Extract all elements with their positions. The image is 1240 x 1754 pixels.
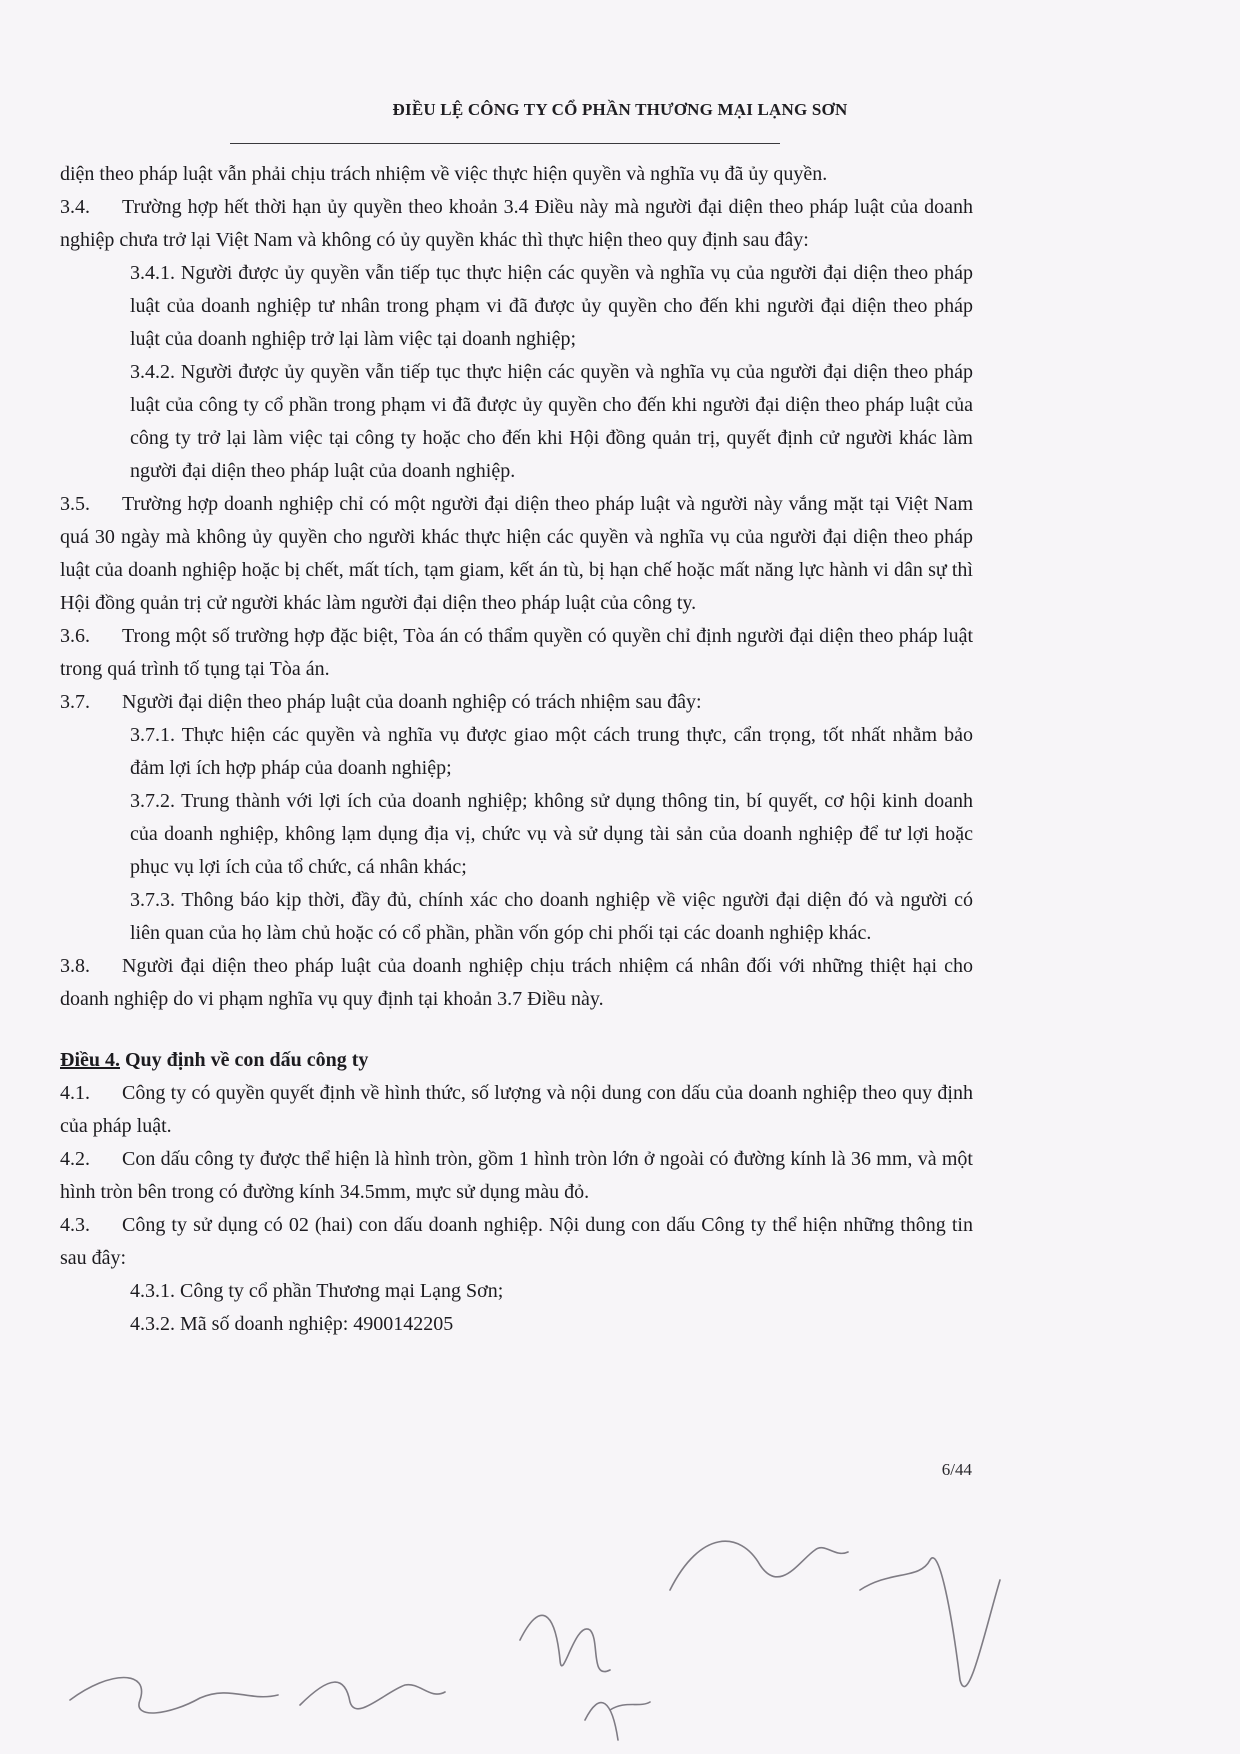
header-rule <box>230 143 780 144</box>
paragraph-3-8 <box>60 950 973 1016</box>
signatures-graphic <box>0 1470 1240 1754</box>
clause-number: 3.6. <box>60 625 90 647</box>
clause-text: Người đại diện theo pháp luật của doanh nghiệp chịu trách nhiệm cá nhân đối với những thiệt hại cho doanh nghiệp do vi phạm nghĩa vụ quy định tại khoản 3.7 Điều này. <box>60 955 973 1010</box>
paragraph-3-7-2: 3.7.2. Trung thành với lợi ích của doanh nghiệp; không sử dụng thông tin, bí quyết, cơ hội kinh doanh của doanh nghiệp, không lạm dụng địa vị, chức vụ và sử dụng tài sản của doanh nghiệp để tư lợi hoặc phục vụ lợi ích của tổ chức, cá nhân khác; <box>130 790 973 878</box>
paragraph-4-3 <box>60 1209 973 1275</box>
clause-number: 4.3. <box>60 1214 90 1236</box>
clause-text: Công ty có quyền quyết định về hình thức, số lượng và nội dung con dấu của doanh nghiệp theo quy định của pháp luật. <box>60 1082 973 1137</box>
paragraph-3-7 <box>60 686 973 719</box>
paragraph-3-4-1: 3.4.1. Người được ủy quyền vẫn tiếp tục thực hiện các quyền và nghĩa vụ của người đại diện theo pháp luật của doanh nghiệp tư nhân trong phạm vi đã được ủy quyền cho đến khi người đại diện theo pháp luật của doanh nghiệp trở lại làm việc tại doanh nghiệp; <box>130 262 973 350</box>
signature-5-icon <box>670 1541 848 1590</box>
page-number: 6/44 <box>941 1460 972 1479</box>
clause-number: 3.8. <box>60 955 90 977</box>
signature-3-icon <box>520 1615 610 1671</box>
document-body <box>60 158 973 1341</box>
paragraph-3-5 <box>60 488 973 620</box>
paragraph-3-6 <box>60 620 973 686</box>
paragraph-3-7-3: 3.7.3. Thông báo kịp thời, đầy đủ, chính xác cho doanh nghiệp về việc người đại diện đó và người có liên quan của họ làm chủ hoặc có cổ phần, phần vốn góp chi phối tại các doanh nghiệp khác. <box>130 889 973 944</box>
clause-text: Trường hợp doanh nghiệp chỉ có một người đại diện theo pháp luật và người này vắng mặt tại Việt Nam quá 30 ngày mà không ủy quyền cho người khác thực hiện các quyền và nghĩa vụ của người đại diện theo pháp luật của doanh nghiệp hoặc bị chết, mất tích, tạm giam, kết án tù, bị hạn chế hoặc mất năng lực hành vi dân sự thì Hội đồng quản trị cử người khác làm người đại diện theo pháp luật của công ty. <box>60 493 973 614</box>
clause-number: 3.7. <box>60 691 90 713</box>
clause-text: Trường hợp hết thời hạn ủy quyền theo khoản 3.4 Điều này mà người đại diện theo pháp luật của doanh nghiệp chưa trở lại Việt Nam và không có ủy quyền khác thì thực hiện theo quy định sau đây: <box>60 196 973 251</box>
signature-4-icon <box>585 1702 650 1740</box>
paragraph-4-1 <box>60 1077 973 1143</box>
paragraph-4-2 <box>60 1143 973 1209</box>
paragraph-3-7-1: 3.7.1. Thực hiện các quyền và nghĩa vụ được giao một cách trung thực, cẩn trọng, tốt nhất nhằm bảo đảm lợi ích hợp pháp của doanh nghiệp; <box>130 724 973 779</box>
clause-text: Công ty sử dụng có 02 (hai) con dấu doanh nghiệp. Nội dung con dấu Công ty thể hiện những thông tin sau đây: <box>60 1214 973 1269</box>
clause-number: 3.5. <box>60 493 90 515</box>
paragraph-4-3-1: 4.3.1. Công ty cổ phần Thương mại Lạng Sơn; <box>130 1280 504 1302</box>
paragraph-3-4 <box>60 191 973 257</box>
clause-text: Người đại diện theo pháp luật của doanh nghiệp có trách nhiệm sau đây: <box>122 691 702 713</box>
article-label: Điều 4. <box>60 1049 120 1071</box>
clause-number: 4.2. <box>60 1148 90 1170</box>
article-4-heading <box>60 1044 973 1077</box>
clause-number: 4.1. <box>60 1082 90 1104</box>
paragraph-3-4-2: 3.4.2. Người được ủy quyền vẫn tiếp tục thực hiện các quyền và nghĩa vụ của người đại diện theo pháp luật của công ty cổ phần trong phạm vi đã được ủy quyền cho đến khi người đại diện theo pháp luật của công ty trở lại làm việc tại công ty hoặc cho đến khi Hội đồng quản trị, quyết định cử người khác làm người đại diện theo pháp luật của doanh nghiệp. <box>130 361 973 482</box>
document-header: ĐIỀU LỆ CÔNG TY CỔ PHẦN THƯƠNG MẠI LẠNG SƠN <box>392 100 848 119</box>
clause-number: 3.4. <box>60 196 90 218</box>
signature-2-icon <box>300 1682 445 1709</box>
clause-text: Con dấu công ty được thể hiện là hình tròn, gồm 1 hình tròn lớn ở ngoài có đường kính là 36 mm, và một hình tròn bên trong có đường kính 34.5mm, mực sử dụng màu đỏ. <box>60 1148 973 1203</box>
signature-1-icon <box>70 1678 278 1713</box>
paragraph-4-3-2: 4.3.2. Mã số doanh nghiệp: 4900142205 <box>130 1313 454 1335</box>
clause-text: Trong một số trường hợp đặc biệt, Tòa án có thẩm quyền có quyền chỉ định người đại diện theo pháp luật trong quá trình tố tụng tại Tòa án. <box>60 625 973 680</box>
signature-6-icon <box>860 1558 1000 1687</box>
paragraph-continuation: diện theo pháp luật vẫn phải chịu trách nhiệm về việc thực hiện quyền và nghĩa vụ đã ủy quyền. <box>60 163 828 185</box>
article-title: Quy định về con dấu công ty <box>125 1049 369 1071</box>
